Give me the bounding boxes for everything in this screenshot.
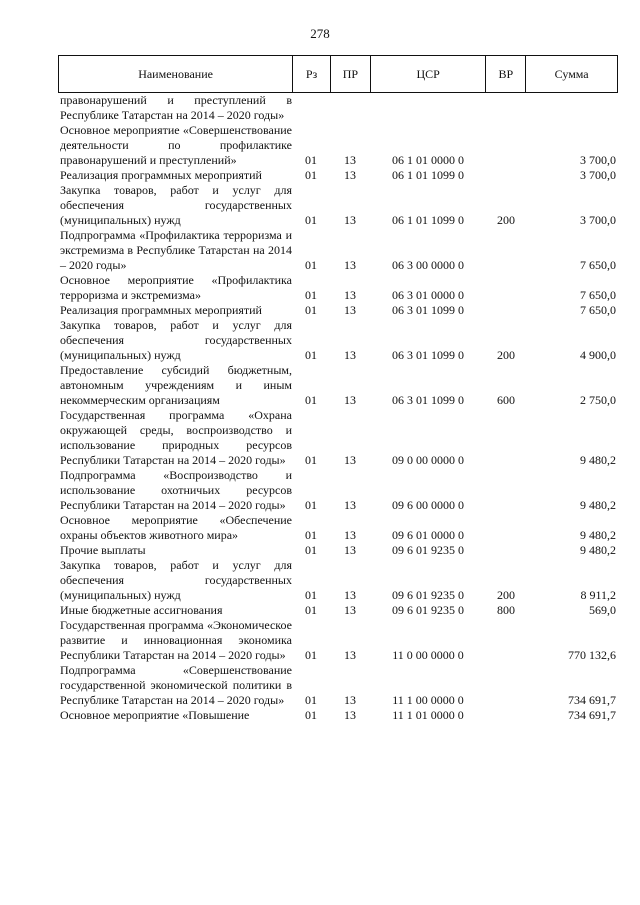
cell-sum: 569,0 (589, 603, 616, 617)
cell-rz: 01 (305, 588, 317, 602)
cell-rz: 01 (305, 528, 317, 542)
table-row (58, 663, 618, 708)
cell-pr: 13 (344, 303, 356, 317)
table-row (58, 273, 618, 303)
cell-name: Основное мероприятие «Совершенствование деятельности по профилактике правонарушений и преступлений» (60, 123, 292, 167)
cell-rz: 01 (305, 543, 317, 557)
cell-pr: 13 (344, 213, 356, 227)
table-body (58, 93, 618, 723)
table-row (58, 618, 618, 663)
cell-name: Государственная программа «Экономическое развитие и инновационная экономика Республики Татарстан на 2014 – 2020 годы» (60, 618, 292, 662)
cell-csr: 09 6 01 9235 0 (392, 543, 464, 557)
cell-csr: 06 3 01 1099 0 (392, 303, 464, 317)
header-rz: Рз (292, 56, 330, 92)
cell-rz: 01 (305, 348, 317, 362)
cell-csr: 09 6 01 9235 0 (392, 588, 464, 602)
cell-rz: 01 (305, 453, 317, 467)
table-row (58, 513, 618, 543)
header-csr: ЦСР (370, 56, 486, 92)
cell-name: правонарушений и преступлений в Республике Татарстан на 2014 – 2020 годы» (60, 93, 292, 122)
cell-name: Прочие выплаты (60, 543, 146, 557)
cell-rz: 01 (305, 498, 317, 512)
cell-csr: 06 3 00 0000 0 (392, 258, 464, 272)
header-sum: Сумма (525, 56, 617, 92)
table-row (58, 543, 618, 558)
cell-pr: 13 (344, 168, 356, 182)
table-row (58, 183, 618, 228)
table-row (58, 708, 618, 723)
cell-sum: 734 691,7 (568, 708, 616, 722)
cell-name: Закупка товаров, работ и услуг для обеспечения государственных (муниципальных) нужд (60, 183, 292, 227)
table-row (58, 228, 618, 273)
cell-sum: 2 750,0 (580, 393, 616, 407)
cell-sum: 734 691,7 (568, 693, 616, 707)
table-row (58, 123, 618, 168)
cell-sum: 9 480,2 (580, 528, 616, 542)
cell-csr: 11 1 00 0000 0 (392, 693, 464, 707)
cell-pr: 13 (344, 498, 356, 512)
table-row (58, 303, 618, 318)
header-name: Наименование (138, 66, 213, 81)
cell-sum: 3 700,0 (580, 213, 616, 227)
cell-csr: 06 1 01 1099 0 (392, 213, 464, 227)
cell-sum: 4 900,0 (580, 348, 616, 362)
cell-pr: 13 (344, 693, 356, 707)
cell-rz: 01 (305, 153, 317, 167)
cell-name: Основное мероприятие «Обеспечение охраны объектов животного мира» (60, 513, 292, 542)
cell-pr: 13 (344, 528, 356, 542)
cell-rz: 01 (305, 258, 317, 272)
cell-name: Основное мероприятие «Профилактика терроризма и экстремизма» (60, 273, 292, 302)
cell-name: Подпрограмма «Профилактика терроризма и экстремизма в Республике Татарстан на 2014 – 2020 годы» (60, 228, 292, 272)
cell-csr: 06 1 01 0000 0 (392, 153, 464, 167)
budget-table (58, 55, 618, 723)
table-row (58, 93, 618, 123)
cell-name: Подпрограмма «Воспроизводство и использование охотничьих ресурсов Республики Татарстан на 2014 – 2020 годы» (60, 468, 292, 512)
cell-sum: 9 480,2 (580, 453, 616, 467)
cell-rz: 01 (305, 648, 317, 662)
cell-csr: 09 6 00 0000 0 (392, 498, 464, 512)
cell-csr: 09 6 01 9235 0 (392, 603, 464, 617)
cell-name: Предоставление субсидий бюджетным, автономным учреждениям и иным некоммерческим организациям (60, 363, 292, 407)
cell-csr: 06 1 01 1099 0 (392, 168, 464, 182)
cell-rz: 01 (305, 393, 317, 407)
cell-vr: 800 (497, 603, 515, 617)
cell-name: Закупка товаров, работ и услуг для обеспечения государственных (муниципальных) нужд (60, 318, 292, 362)
table-header (58, 55, 618, 93)
cell-name: Реализация программных мероприятий (60, 303, 262, 317)
cell-name: Государственная программа «Охрана окружающей среды, воспроизводство и использование природных ресурсов Республики Татарстан на 2014 – 2020 годы» (60, 408, 292, 467)
cell-rz: 01 (305, 168, 317, 182)
cell-sum: 9 480,2 (580, 543, 616, 557)
cell-pr: 13 (344, 588, 356, 602)
cell-rz: 01 (305, 213, 317, 227)
cell-rz: 01 (305, 603, 317, 617)
cell-sum: 3 700,0 (580, 153, 616, 167)
cell-vr: 200 (497, 348, 515, 362)
cell-rz: 01 (305, 288, 317, 302)
header-pr: ПР (330, 56, 370, 92)
cell-csr: 11 1 01 0000 0 (392, 708, 464, 722)
table-row (58, 363, 618, 408)
cell-csr: 11 0 00 0000 0 (392, 648, 464, 662)
table-row (58, 603, 618, 618)
table-row (58, 468, 618, 513)
cell-rz: 01 (305, 693, 317, 707)
cell-name: Закупка товаров, работ и услуг для обеспечения государственных (муниципальных) нужд (60, 558, 292, 602)
cell-vr: 200 (497, 213, 515, 227)
cell-rz: 01 (305, 708, 317, 722)
cell-name: Реализация программных мероприятий (60, 168, 262, 182)
cell-vr: 600 (497, 393, 515, 407)
cell-pr: 13 (344, 348, 356, 362)
cell-pr: 13 (344, 393, 356, 407)
table-row (58, 408, 618, 468)
cell-name: Иные бюджетные ассигнования (60, 603, 223, 617)
cell-pr: 13 (344, 603, 356, 617)
table-row (58, 318, 618, 363)
cell-name: Основное мероприятие «Повышение (60, 708, 250, 722)
cell-sum: 7 650,0 (580, 288, 616, 302)
cell-pr: 13 (344, 153, 356, 167)
cell-rz: 01 (305, 303, 317, 317)
cell-csr: 09 6 01 0000 0 (392, 528, 464, 542)
cell-name: Подпрограмма «Совершенствование государственной экономической политики в Республике Татарстан на 2014 – 2020 годы» (60, 663, 292, 707)
cell-pr: 13 (344, 288, 356, 302)
cell-pr: 13 (344, 453, 356, 467)
cell-csr: 06 3 01 1099 0 (392, 393, 464, 407)
cell-sum: 7 650,0 (580, 303, 616, 317)
cell-pr: 13 (344, 708, 356, 722)
cell-pr: 13 (344, 543, 356, 557)
cell-sum: 7 650,0 (580, 258, 616, 272)
cell-sum: 3 700,0 (580, 168, 616, 182)
cell-sum: 8 911,2 (580, 588, 616, 602)
cell-csr: 06 3 01 0000 0 (392, 288, 464, 302)
cell-sum: 770 132,6 (568, 648, 616, 662)
page-number: 278 (310, 26, 330, 41)
cell-vr: 200 (497, 588, 515, 602)
table-row (58, 168, 618, 183)
cell-pr: 13 (344, 648, 356, 662)
table-row (58, 558, 618, 603)
cell-pr: 13 (344, 258, 356, 272)
header-vr: ВР (485, 56, 525, 92)
cell-sum: 9 480,2 (580, 498, 616, 512)
cell-csr: 06 3 01 1099 0 (392, 348, 464, 362)
cell-csr: 09 0 00 0000 0 (392, 453, 464, 467)
